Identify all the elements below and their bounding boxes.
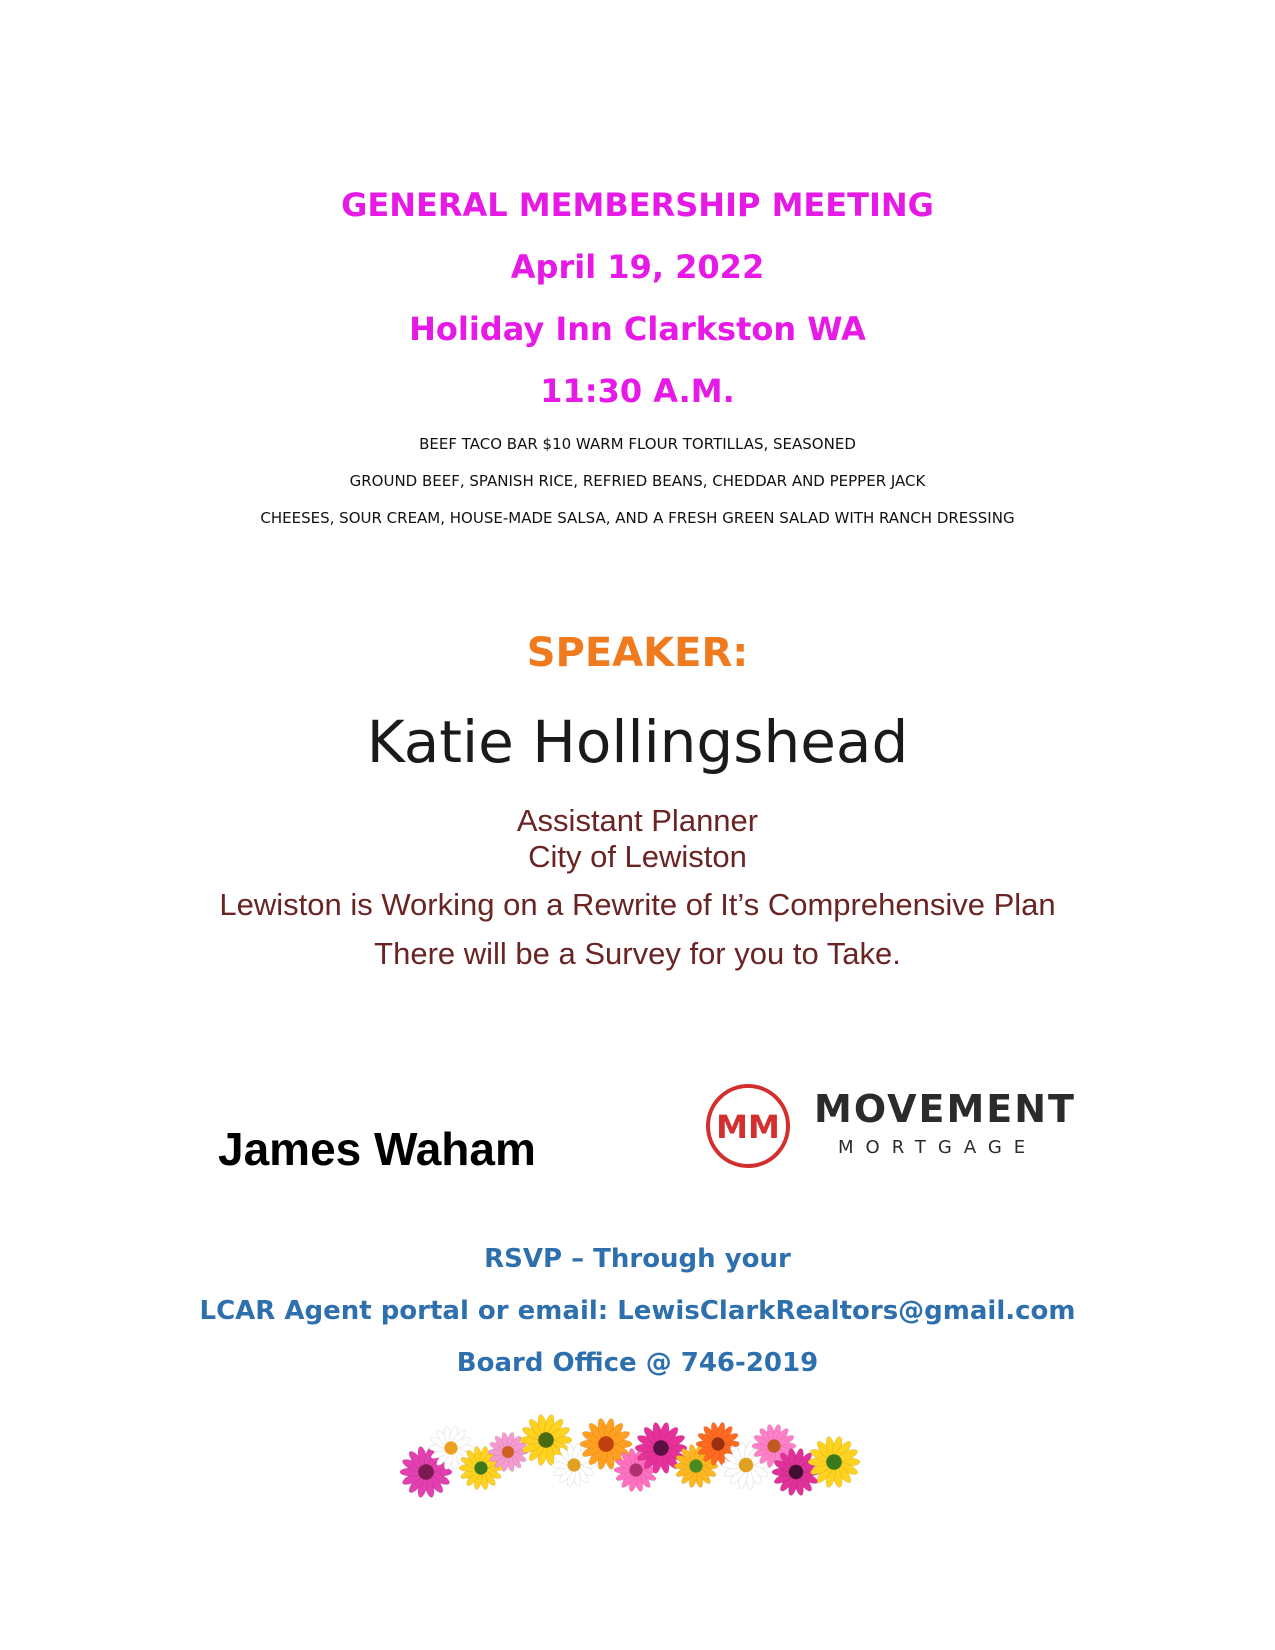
logo-sub: MORTGAGE bbox=[838, 1137, 1038, 1158]
rsvp-line: RSVP – Through your bbox=[484, 1244, 791, 1274]
sponsor-name: James Waham bbox=[218, 1123, 536, 1175]
event-time: 11:30 A.M. bbox=[540, 372, 735, 410]
speaker-title: Assistant Planner bbox=[516, 803, 759, 838]
menu-line: GROUND BEEF, SPANISH RICE, REFRIED BEANS, CHEDDAR AND PEPPER JACK bbox=[349, 472, 926, 490]
event-date: April 19, 2022 bbox=[510, 248, 765, 286]
speaker-organization: City of Lewiston bbox=[528, 839, 747, 874]
speaker-topic: Lewiston is Working on a Rewrite of It’s Comprehensive Plan bbox=[219, 887, 1056, 922]
rsvp-contact: LCAR Agent portal or email: LewisClarkRealtors@gmail.com bbox=[199, 1296, 1076, 1326]
logo-circle-icon bbox=[704, 1081, 794, 1171]
menu-line: CHEESES, SOUR CREAM, HOUSE-MADE SALSA, AND A FRESH GREEN SALAD WITH RANCH DRESSING bbox=[260, 509, 1015, 527]
menu-line: BEEF TACO BAR $10 WARM FLOUR TORTILLAS, SEASONED bbox=[419, 435, 856, 453]
movement-mortgage-logo bbox=[704, 1081, 1084, 1171]
logo-word: MOVEMENT bbox=[814, 1087, 1076, 1131]
event-title: GENERAL MEMBERSHIP MEETING bbox=[341, 186, 934, 224]
logo-mark: MM bbox=[716, 1108, 780, 1146]
speaker-label: SPEAKER: bbox=[526, 630, 749, 676]
event-location: Holiday Inn Clarkston WA bbox=[409, 310, 866, 348]
rsvp-phone: Board Office @ 746-2019 bbox=[456, 1348, 819, 1378]
flower-border-icon bbox=[396, 1410, 876, 1510]
speaker-name: Katie Hollingshead bbox=[366, 708, 909, 776]
speaker-note: There will be a Survey for you to Take. bbox=[374, 936, 901, 971]
